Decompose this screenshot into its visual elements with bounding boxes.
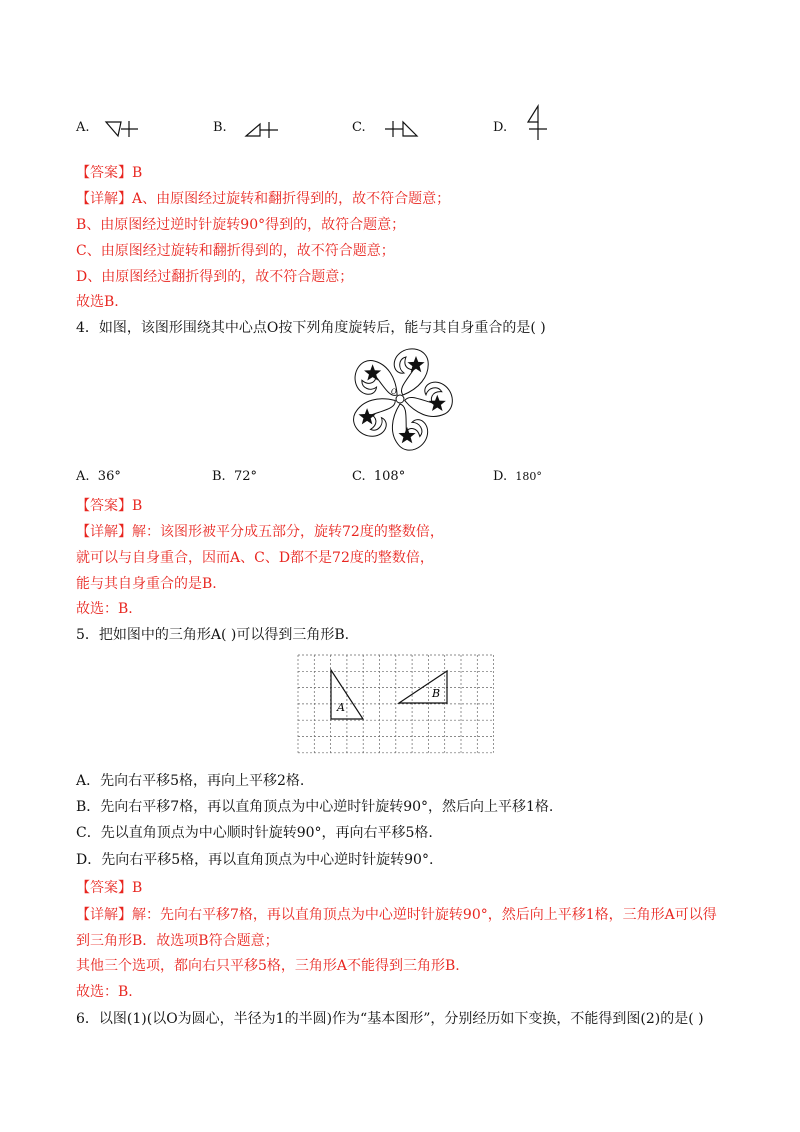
q3-answer (76, 164, 142, 182)
q4-option-d: D. 180° (493, 469, 542, 484)
q3-detail-line-1: 【详解】A、由原图经过旋转和翻折得到的，故不符合题意； (76, 191, 451, 207)
q3-option-a-label: A. (76, 120, 90, 135)
q3-option-b-label: B. (213, 120, 227, 135)
answer-value: B (132, 498, 143, 514)
q5-option-d: D．先向右平移5格，再以直角顶点为中心逆时针旋转90°. (76, 852, 434, 868)
q5-option-b: B．先向右平移7格，再以直角顶点为中心逆时针旋转90°，然后向上平移1格. (76, 799, 554, 815)
star-icon (396, 425, 419, 448)
q5-detail-line-4: 故选：B. (76, 984, 133, 1000)
q5-grid-figure (296, 653, 506, 757)
triangle-b-label: B (432, 687, 441, 700)
q3-option-a-figure (104, 118, 144, 140)
q4-detail-line-3: 能与其自身重合的是B. (76, 576, 217, 592)
q3-option-c-label: C. (352, 120, 366, 135)
triangle-a-label: A (337, 701, 345, 714)
answer-label: 【答案】 (76, 880, 132, 896)
q5-detail-line-2: 到三角形B．故选项B符合题意； (76, 933, 279, 949)
star-icon (428, 393, 449, 414)
answer-value: B (132, 880, 143, 896)
detail-label: 【详解】 (76, 191, 132, 207)
q4-option-a: A. 36° (76, 469, 121, 484)
q4-question: 4．如图，该图形围绕其中心点O按下列角度旋转后，能与其自身重合的是( ) (76, 320, 546, 336)
q3-detail-line-4: D、由原图经过翻折得到的，故不符合题意； (76, 269, 354, 285)
detail-label: 【详解】 (76, 907, 132, 923)
q3-option-d-label: D. (493, 120, 508, 135)
answer-label: 【答案】 (76, 165, 132, 181)
q4-pinwheel-figure (338, 344, 462, 454)
q5-option-c: C．先以直角顶点为中心顺时针旋转90°，再向右平移5格. (76, 825, 433, 841)
q5-option-a: A．先向右平移5格，再向上平移2格. (76, 773, 305, 789)
q4-detail-line-4: 故选：B. (76, 601, 133, 617)
q5-detail-line-1: 【详解】解：先向右平移7格，再以直角顶点为中心逆时针旋转90°，然后向上平移1格，三角形A可以得 (76, 907, 717, 923)
center-o-label: O (391, 388, 397, 396)
q3-option-b-figure (242, 118, 282, 140)
q3-detail-line-2: B、由原图经过逆时针旋转90°得到的，故符合题意； (76, 217, 406, 233)
q4-detail-line-2: 就可以与自身重合，因而A、C、D都不是72度的整数倍， (76, 550, 434, 566)
q5-answer (76, 879, 142, 897)
q4-detail-line-1: 【详解】解：该图形被平分成五部分，旋转72度的整数倍， (76, 524, 444, 540)
q3-option-c-figure (381, 118, 421, 140)
answer-value: B (132, 165, 143, 181)
pinwheel-petal (394, 349, 428, 395)
q3-detail-line-3: C、由原图经过旋转和翻折得到的，故不符合题意； (76, 243, 395, 259)
answer-label: 【答案】 (76, 498, 132, 514)
q5-detail-line-3: 其他三个选项，都向右只平移5格，三角形A不能得到三角形B. (76, 958, 460, 974)
q3-option-d-figure (524, 104, 550, 142)
pinwheel-petal (380, 399, 435, 454)
q6-question: 6．以图(1)(以O为圆心，半径为1的半圆)作为“基本图形”，分别经历如下变换，不能得到图(2)的是( ) (76, 1011, 704, 1027)
q4-option-c: C. 108° (352, 469, 406, 484)
q5-question: 5．把如图中的三角形A( )可以得到三角形B. (76, 627, 350, 643)
pinwheel-petal (402, 378, 456, 425)
q4-option-b: B. 72° (212, 469, 257, 484)
detail-label: 【详解】 (76, 524, 132, 540)
q4-answer (76, 497, 142, 515)
q3-detail-line-5: 故选B. (76, 294, 119, 310)
